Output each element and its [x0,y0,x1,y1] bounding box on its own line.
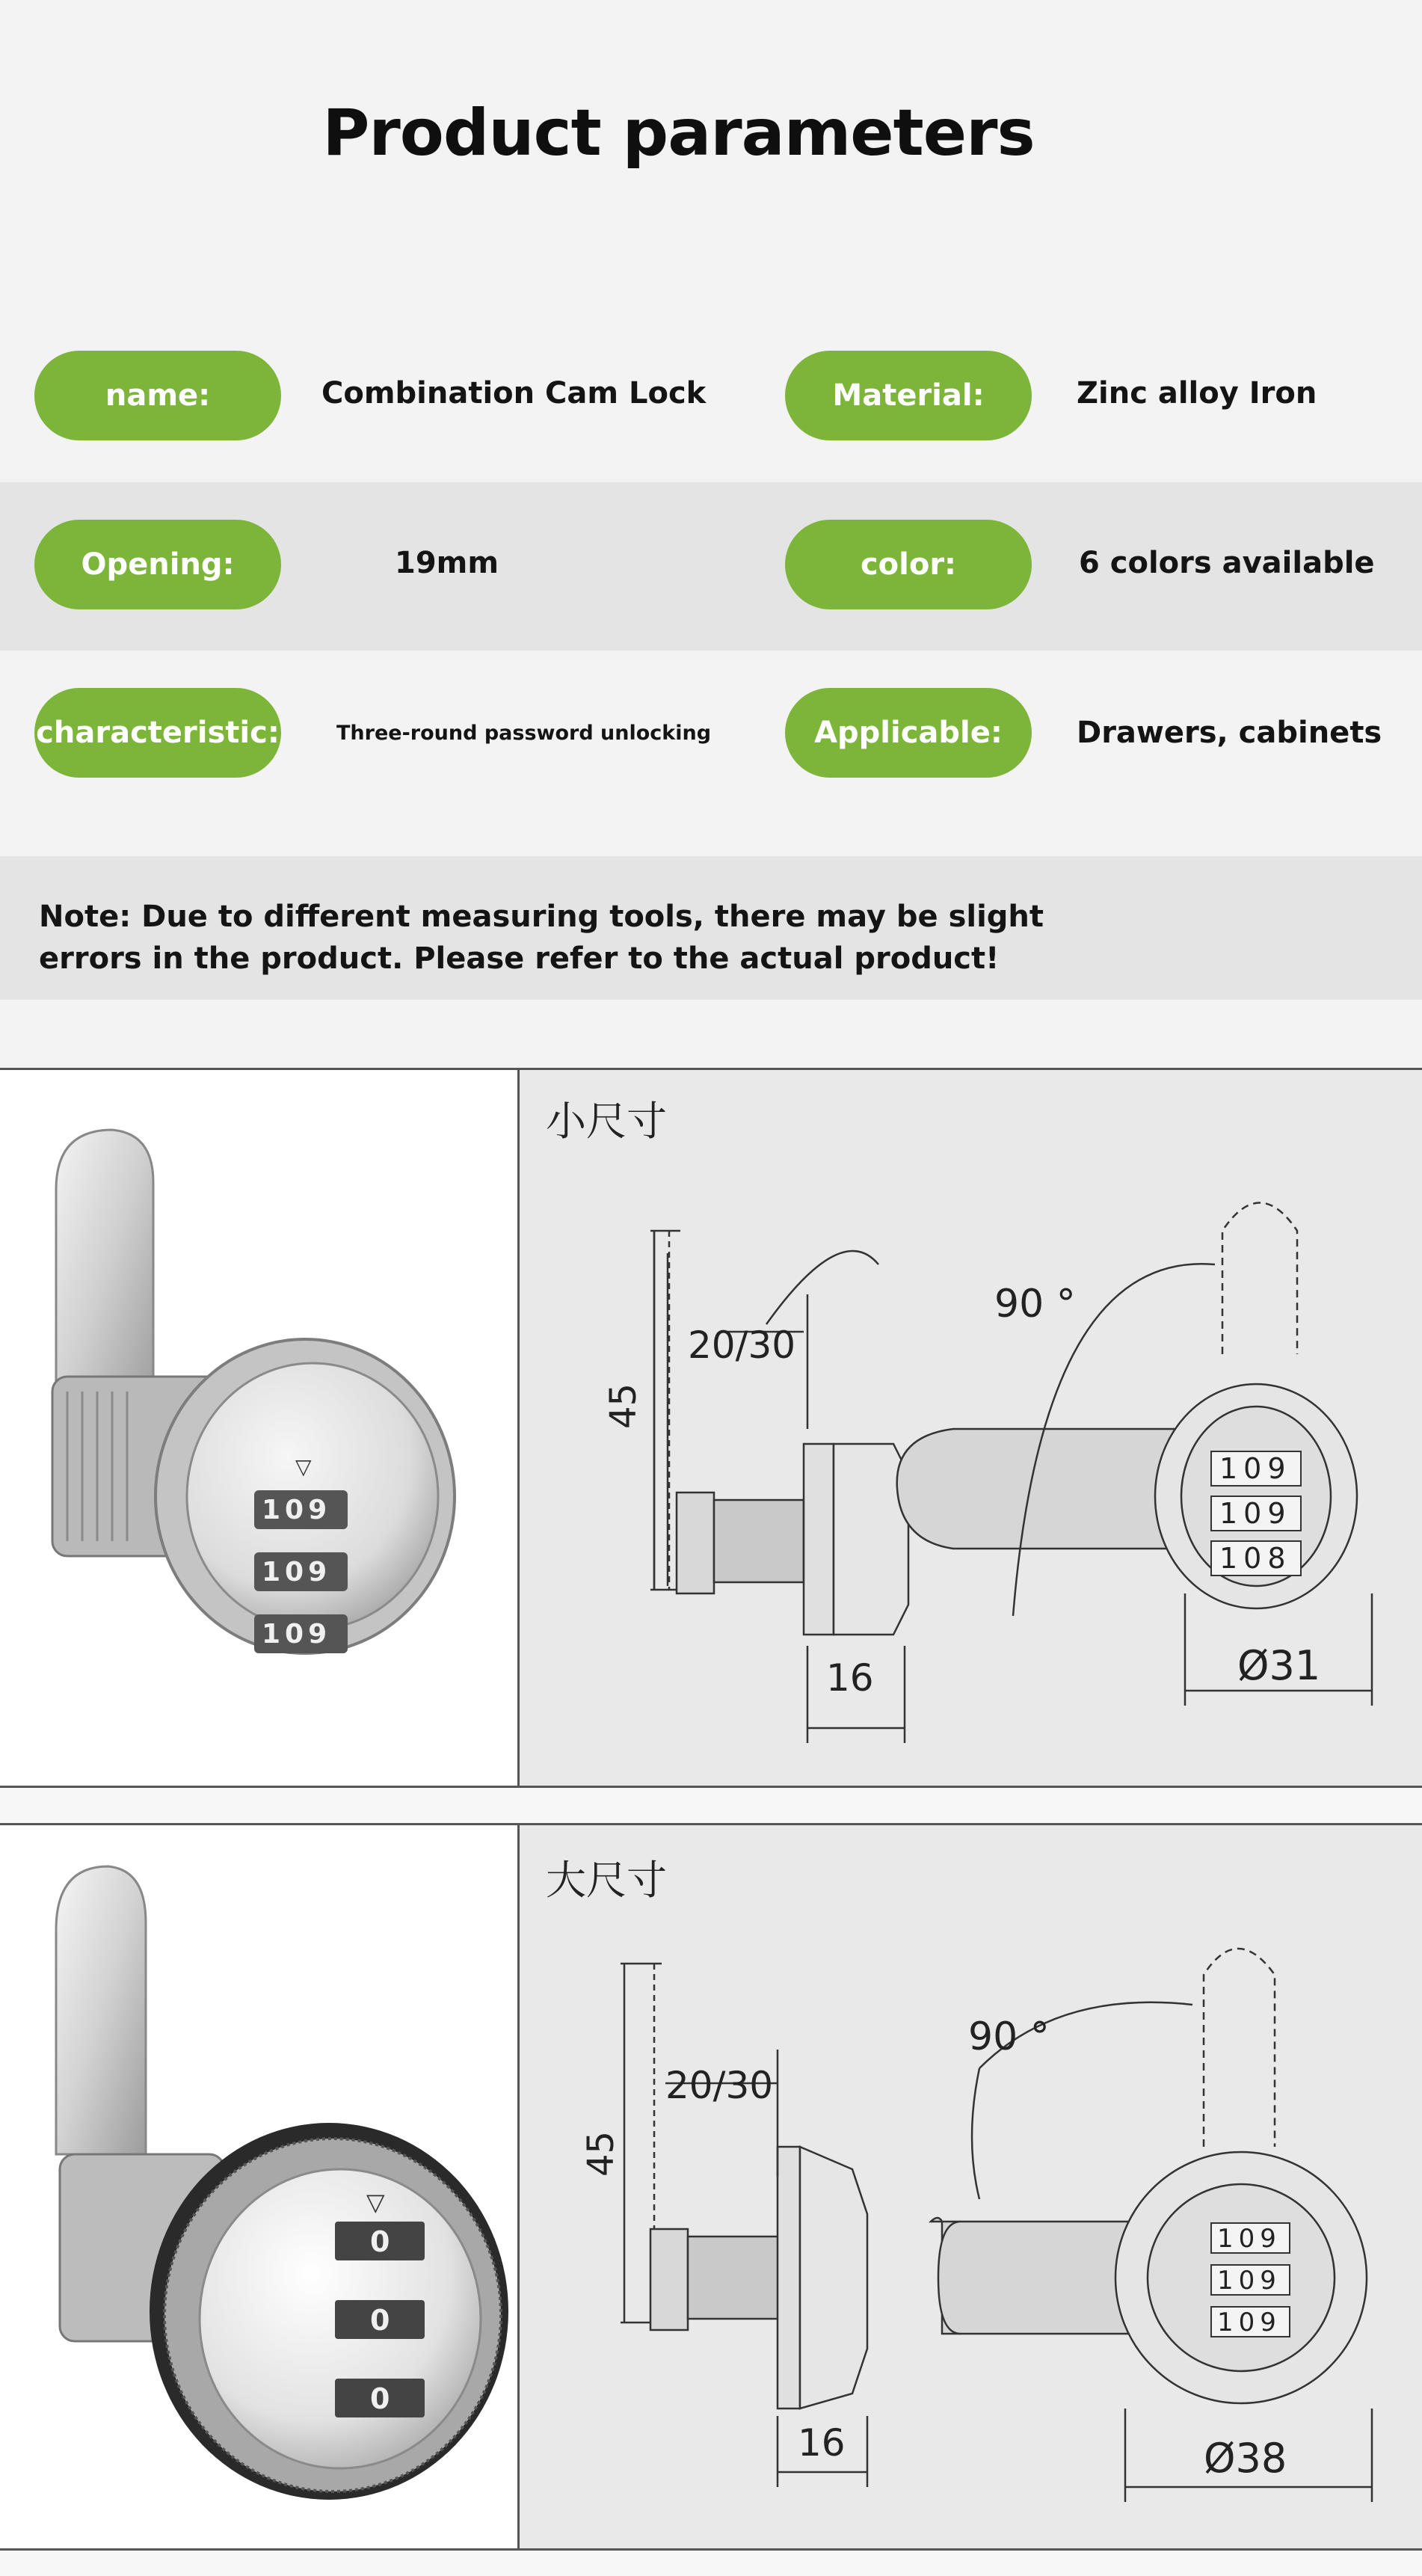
photo-dial-2: 0 [370,2304,390,2337]
small-dim-depth: 16 [826,1656,874,1700]
large-dial-code-3: 109 [1217,2308,1281,2337]
small-front-dials [1211,1451,1301,1576]
large-dim-offset: 20/30 [665,2064,774,2107]
large-dim-height: 45 [580,2130,622,2177]
section-gap [0,1788,1422,1823]
photo-dial-1: 109 [262,1495,332,1525]
large-dial-code-2: 109 [1217,2266,1281,2296]
page-title: Product parameters [322,96,1035,170]
large-dimension-drawing [520,1825,1422,2548]
small-dial-code-3: 108 [1219,1542,1292,1575]
large-dial-code-1: 109 [1217,2224,1281,2254]
note-text [39,896,1086,980]
param-value-color: 6 colors available [1079,546,1375,580]
large-size-heading: 大尺寸 [546,1857,667,1904]
large-photo-dials [335,2222,425,2417]
large-angle: 90 ° [968,2014,1050,2059]
photo-dial-3: 109 [262,1619,332,1650]
small-dial-code-2: 109 [1219,1497,1292,1530]
page-footer-space [0,2551,1422,2576]
small-photo-dials [254,1490,348,1653]
large-diameter: Ø38 [1204,2435,1287,2482]
param-value-opening: 19mm [395,546,499,580]
arrow-marker: ▽ [366,2188,385,2216]
large-side-view [621,1964,867,2487]
large-lock-photo [0,1825,517,2548]
small-dial-code-1: 109 [1219,1452,1292,1485]
small-lock-photo [0,1070,517,1786]
param-label-opening: Opening: [34,520,281,609]
param-label-color: color: [785,520,1032,609]
param-value-name: Combination Cam Lock [321,376,707,411]
small-diameter: Ø31 [1237,1642,1321,1689]
large-front-dials [1211,2223,1290,2337]
small-dimension-drawing [520,1070,1422,1786]
large-dim-depth: 16 [798,2421,846,2465]
note-line-2: errors in the product. Please refer to the actual product! [39,941,1000,976]
small-angle: 90 ° [994,1282,1076,1327]
param-value-characteristic: Three-round password unlocking [336,722,712,745]
arrow-marker: ▽ [295,1454,312,1479]
small-dim-height: 45 [603,1383,644,1429]
photo-dial-1: 0 [370,2225,390,2258]
small-dim-offset: 20/30 [688,1324,796,1367]
photo-dial-3: 0 [370,2382,390,2415]
param-value-applicable: Drawers, cabinets [1077,716,1382,750]
param-label-material: Material: [785,351,1032,440]
note-line-1: Note: Due to different measuring tools, there may be slight [39,900,1044,934]
cam-arm [56,1866,146,2154]
param-value-material: Zinc alloy Iron [1077,376,1317,411]
photo-dial-2: 109 [262,1557,332,1587]
param-label-characteristic: characteristic: [34,688,281,778]
param-label-name: name: [34,351,281,440]
small-size-heading: 小尺寸 [546,1098,667,1145]
param-label-applicable: Applicable: [785,688,1032,778]
